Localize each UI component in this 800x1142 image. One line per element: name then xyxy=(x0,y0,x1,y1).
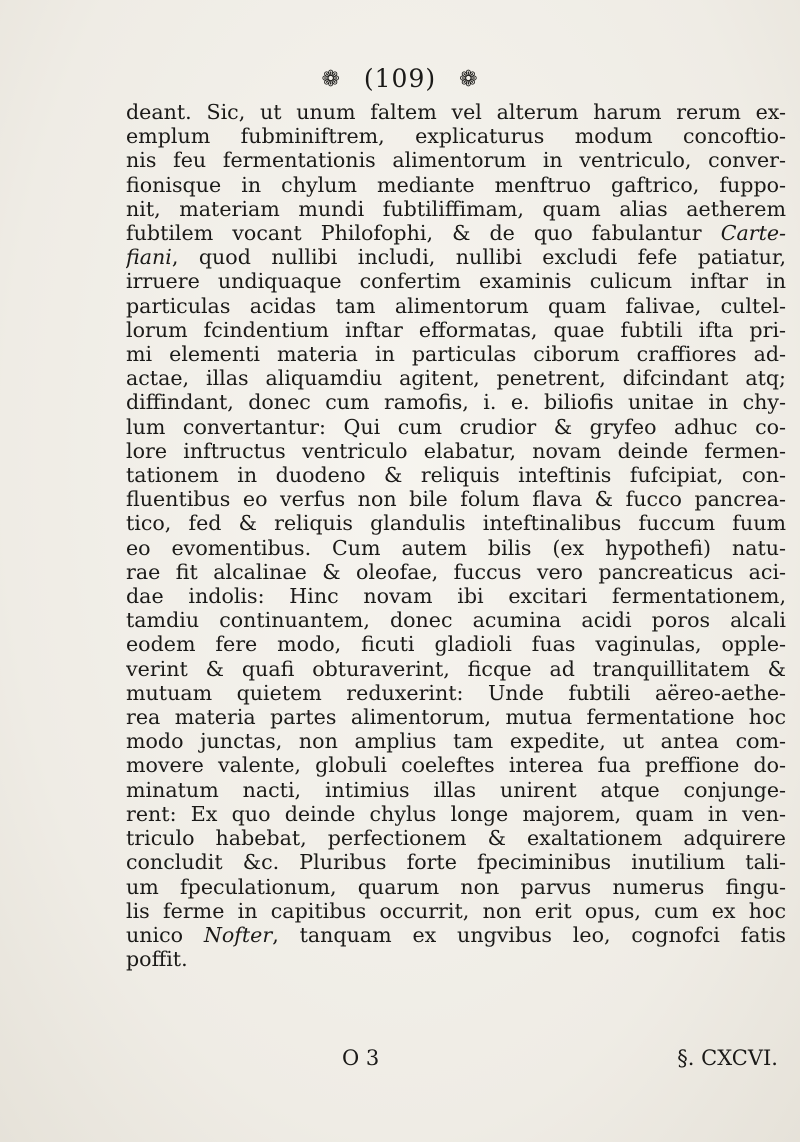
text-line: particulas acidas tam alimentorum quam falivae, cultel- xyxy=(126,293,786,318)
text-line: poffit. xyxy=(126,947,188,972)
text-line: minatum nacti, intimius illas unirent atque conjunge- xyxy=(126,777,786,802)
text-line: rae fit alcalinae & oleofae, fuccus vero pancreaticus aci- xyxy=(126,559,786,584)
text-line: nis feu fermentationis alimentorum in ventriculo, conver- xyxy=(126,148,786,173)
text-line: lis ferme in capitibus occurrit, non erit opus, cum ex hoc xyxy=(126,898,786,923)
text-line: tationem in duodeno & reliquis inteftinis fufcipiat, con- xyxy=(126,463,786,488)
ornament-left-icon: ❁ xyxy=(321,67,341,92)
text-line: deant. Sic, ut unum faltem vel alterum harum rerum ex- xyxy=(126,100,786,124)
text-line: lum convertantur: Qui cum crudior & gryfeo adhuc co- xyxy=(126,414,786,439)
text-line: fubtilem vocant Philofophi, & de quo fabulantur Carte- xyxy=(126,221,786,246)
text-line: verint & quafi obturaverint, ficque ad tranquillitatem & xyxy=(126,656,786,681)
text-line: mutuam quietem reduxerint: Unde fubtili aëreo-aethe- xyxy=(126,680,786,705)
text-line: eo evomentibus. Cum autem bilis (ex hypothefi) natu- xyxy=(126,535,786,560)
text-line: actae, illas aliquamdiu agitent, penetrent, difcindant atq; xyxy=(126,366,786,391)
text-line: fiani, quod nullibi includi, nullibi excludi fefe patiatur, xyxy=(126,245,786,270)
text-line: concludit &c. Pluribus forte fpeciminibus inutilium tali- xyxy=(126,850,786,875)
text-line: unico Nofter, tanquam ex ungvibus leo, cognofci fatis xyxy=(126,922,786,947)
text-line: lorum fcindentium inftar efformatas, quae fubtili ifta pri- xyxy=(126,317,786,342)
text-line: eodem fere modo, ficuti gladioli fuas vaginulas, opple- xyxy=(126,632,786,657)
text-line: modo junctas, non amplius tam expedite, ut antea com- xyxy=(126,729,786,754)
ornament-right-icon: ❁ xyxy=(459,67,479,92)
text-line: mi elementi materia in particulas ciborum craffiores ad- xyxy=(126,342,786,367)
text-line: triculo habebat, perfectionem & exaltationem adquirere xyxy=(126,826,786,851)
text-line: tamdiu continuantem, donec acumina acidi poros alcali xyxy=(126,608,786,633)
text-line: fionisque in chylum mediante menftruo gaftrico, fuppo- xyxy=(126,172,786,197)
text-line: irruere undiquaque confertim examinis culicum inftar in xyxy=(126,269,786,294)
text-line: emplum fubminiftrem, explicaturus modum concoftio- xyxy=(126,124,786,149)
catchword: §. CXCVI. xyxy=(677,1046,778,1070)
text-line: diffindant, donec cum ramofis, i. e. biliofis unitae in chy- xyxy=(126,390,786,415)
body-text xyxy=(126,100,786,971)
page-header xyxy=(0,64,800,93)
text-line: rea materia partes alimentorum, mutua fermentatione hoc xyxy=(126,705,786,730)
text-line: fluentibus eo verfus non bile folum flava & fucco pancrea- xyxy=(126,487,786,512)
text-line: tico, fed & reliquis glandulis inteftinalibus fuccum fuum xyxy=(126,511,786,536)
page-number: (109) xyxy=(363,64,437,93)
signature-mark: O 3 xyxy=(342,1046,380,1070)
text-line: lore inftructus ventriculo elabatur, novam deinde fermen- xyxy=(126,438,786,463)
text-line: nit, materiam mundi fubtiliffimam, quam alias aetherem xyxy=(126,196,786,221)
text-line: rent: Ex quo deinde chylus longe majorem, quam in ven- xyxy=(126,801,786,826)
text-line: movere valente, globuli coeleftes interea fua preffione do- xyxy=(126,753,786,778)
text-line: um fpeculationum, quarum non parvus numerus fingu- xyxy=(126,874,786,899)
text-line: dae indolis: Hinc novam ibi excitari fermentationem, xyxy=(126,584,786,609)
